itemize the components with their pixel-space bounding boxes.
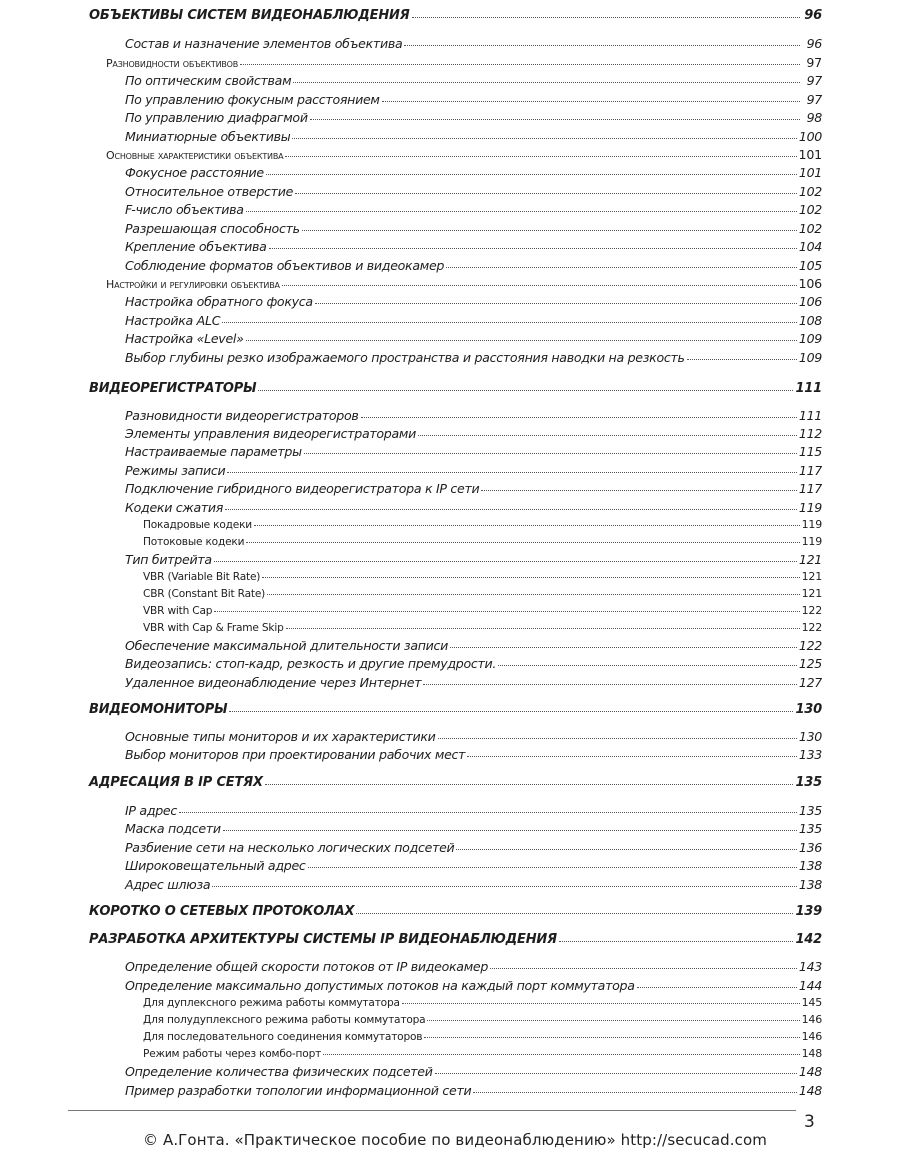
- toc-entry-page: 101: [798, 147, 822, 162]
- toc-entry[interactable]: [125, 978, 822, 993]
- dot-leader: [240, 64, 800, 65]
- dot-leader: [412, 17, 800, 18]
- dot-leader: [227, 472, 796, 473]
- toc-entry-page: 145: [801, 996, 822, 1009]
- toc-entry[interactable]: [89, 8, 822, 23]
- dot-leader: [265, 784, 794, 785]
- toc-entry-page: 122: [801, 604, 822, 617]
- toc-entry[interactable]: [125, 500, 822, 515]
- toc-entry-title: CBR (Constant Bit Rate): [143, 588, 266, 600]
- toc-entry-page: 96: [804, 8, 822, 23]
- dot-leader: [382, 101, 800, 102]
- dot-leader: [308, 867, 797, 868]
- toc-entry[interactable]: [125, 331, 822, 346]
- toc-entry-title: Обеспечение максимальной длительности записи: [125, 638, 449, 653]
- toc-entry-page: 111: [798, 408, 822, 423]
- dot-leader: [286, 628, 800, 629]
- toc-entry-title: Режим работы через комбо-порт: [143, 1048, 322, 1060]
- toc-entry-title: ВИДЕОМОНИТОРЫ: [89, 702, 228, 717]
- toc-entry[interactable]: [125, 444, 822, 459]
- toc-entry-page: 121: [798, 552, 822, 567]
- toc-entry-page: 119: [801, 518, 822, 531]
- toc-entry-page: 130: [798, 729, 822, 744]
- toc-entry-page: 97: [806, 73, 822, 88]
- toc-entry[interactable]: [143, 1047, 822, 1060]
- toc-entry-title: Для дуплексного режима работы коммутатора: [143, 997, 400, 1009]
- dot-leader: [423, 684, 797, 685]
- toc-entry-title: Основные типы мониторов и их характеристики: [125, 729, 436, 744]
- toc-entry-page: 112: [798, 426, 822, 441]
- toc-entry-page: 144: [798, 978, 822, 993]
- toc-entry[interactable]: [125, 202, 822, 217]
- dot-leader: [404, 45, 800, 46]
- dot-leader: [282, 285, 797, 286]
- dot-leader: [223, 830, 797, 831]
- toc-entry-page: 135: [798, 821, 822, 836]
- toc-entry-title: Режимы записи: [125, 463, 226, 478]
- dot-leader: [438, 738, 797, 739]
- toc-entry-page: 135: [795, 775, 822, 790]
- toc-entry-page: 119: [801, 535, 822, 548]
- toc-entry-page: 121: [801, 587, 822, 600]
- toc-entry[interactable]: [125, 481, 822, 496]
- toc-entry-page: 138: [798, 858, 822, 873]
- toc-entry-title: Разновидности объективов: [106, 57, 239, 70]
- dot-leader: [262, 577, 799, 578]
- toc-entry-page: 97: [806, 55, 822, 70]
- dot-leader: [456, 849, 796, 850]
- dot-leader: [225, 509, 797, 510]
- toc-entry-title: ОБЪЕКТИВЫ СИСТЕМ ВИДЕОНАБЛЮДЕНИЯ: [89, 8, 410, 23]
- toc-entry-title: Для последовательного соединения коммутаторов: [143, 1031, 423, 1043]
- dot-leader: [687, 359, 797, 360]
- toc-entry-page: 142: [795, 932, 822, 947]
- toc-entry-title: По оптическим свойствам: [125, 73, 292, 88]
- toc-entry-page: 102: [798, 221, 822, 236]
- toc-entry[interactable]: [125, 1083, 822, 1098]
- dot-leader: [467, 756, 797, 757]
- toc-entry-title: Настройка обратного фокуса: [125, 294, 313, 309]
- toc-entry[interactable]: [125, 656, 822, 671]
- toc-entry[interactable]: [125, 840, 822, 855]
- toc-entry-title: Адрес шлюза: [125, 877, 211, 892]
- toc-entry-page: 135: [798, 803, 822, 818]
- dot-leader: [481, 490, 796, 491]
- toc-entry[interactable]: [89, 775, 822, 790]
- toc-entry-title: VBR with Cap & Frame Skip: [143, 622, 284, 634]
- toc-entry[interactable]: [125, 1064, 822, 1079]
- toc-entry-title: По управлению фокусным расстоянием: [125, 92, 380, 107]
- toc-entry[interactable]: [125, 221, 822, 236]
- dot-leader: [293, 82, 800, 83]
- toc-entry-title: Относительное отверстие: [125, 184, 294, 199]
- dot-leader: [435, 1073, 797, 1074]
- toc-entry-title: Видеозапись: стоп-кадр, резкость и другие премудрости.: [125, 656, 497, 671]
- toc-entry-title: Определение общей скорости потоков от IP видеокамер: [125, 959, 489, 974]
- dot-leader: [304, 453, 797, 454]
- toc-entry-title: Удаленное видеонаблюдение через Интернет: [125, 675, 422, 690]
- toc-entry-page: 96: [806, 36, 822, 51]
- toc-entry-title: Основные характеристики объектива: [106, 149, 284, 162]
- dot-leader: [214, 561, 797, 562]
- toc-entry[interactable]: [106, 147, 822, 162]
- toc-entry[interactable]: [125, 426, 822, 441]
- dot-leader: [285, 156, 796, 157]
- toc-entry-title: Разновидности видеорегистраторов: [125, 408, 359, 423]
- toc-entry-title: Разрешающая способность: [125, 221, 300, 236]
- toc-entry-page: 146: [801, 1030, 822, 1043]
- toc-entry-page: 148: [798, 1083, 822, 1098]
- toc-entry-title: Маска подсети: [125, 821, 221, 836]
- toc-entry-title: Выбор глубины резко изображаемого пространства и расстояния наводки на резкость: [125, 350, 685, 365]
- toc-entry-title: Покадровые кодеки: [143, 519, 252, 531]
- dot-leader: [315, 303, 797, 304]
- toc-entry[interactable]: [125, 959, 822, 974]
- toc-entry-page: 136: [798, 840, 822, 855]
- toc-entry[interactable]: [143, 1030, 822, 1043]
- toc-entry-title: IP адрес: [125, 803, 178, 818]
- dot-leader: [212, 886, 797, 887]
- toc-entry-title: Элементы управления видеорегистраторами: [125, 426, 416, 441]
- toc-entry-title: Настройка «Level»: [125, 331, 244, 346]
- toc-entry-page: 109: [798, 350, 822, 365]
- toc-entry[interactable]: [125, 110, 822, 125]
- toc-entry[interactable]: [89, 381, 822, 396]
- toc-entry[interactable]: [125, 36, 822, 51]
- toc-entry-title: Крепление объектива: [125, 239, 267, 254]
- dot-leader: [295, 193, 797, 194]
- toc-entry[interactable]: [125, 294, 822, 309]
- toc-entry-title: Разбиение сети на несколько логических подсетей: [125, 840, 455, 855]
- toc-entry-title: VBR with Cap: [143, 605, 213, 617]
- toc-entry-page: 119: [798, 500, 822, 515]
- toc-entry[interactable]: [89, 932, 822, 947]
- dot-leader: [266, 174, 797, 175]
- toc-entry[interactable]: [125, 747, 822, 762]
- toc-entry[interactable]: [143, 570, 822, 583]
- toc-entry[interactable]: [106, 55, 822, 70]
- toc-entry-page: 111: [795, 381, 822, 396]
- toc-entry[interactable]: [143, 996, 822, 1009]
- toc-entry-title: Определение максимально допустимых потоков на каждый порт коммутатора: [125, 978, 635, 993]
- toc-entry-title: VBR (Variable Bit Rate): [143, 571, 261, 583]
- toc-entry-title: Кодеки сжатия: [125, 500, 224, 515]
- toc-entry[interactable]: [125, 73, 822, 88]
- toc-entry[interactable]: [143, 1013, 822, 1026]
- toc-entry[interactable]: [125, 92, 822, 107]
- toc-entry[interactable]: [125, 638, 822, 653]
- dot-leader: [498, 665, 797, 666]
- toc-entry-title: Состав и назначение элементов объектива: [125, 36, 403, 51]
- dot-leader: [222, 322, 797, 323]
- toc-entry-page: 105: [798, 258, 822, 273]
- toc-entry-page: 102: [798, 202, 822, 217]
- dot-leader: [418, 435, 797, 436]
- toc-entry-title: Определение количества физических подсетей: [125, 1064, 433, 1079]
- toc-entry-page: 117: [798, 463, 822, 478]
- toc-entry-page: 101: [798, 165, 822, 180]
- toc-entry-page: 106: [798, 276, 822, 291]
- dot-leader: [246, 340, 797, 341]
- page-number: 3: [804, 1112, 815, 1132]
- toc-entry-title: РАЗРАБОТКА АРХИТЕКТУРЫ СИСТЕМЫ IP ВИДЕОНАБЛЮДЕНИЯ: [89, 932, 557, 947]
- toc-entry-page: 115: [798, 444, 822, 459]
- toc-entry[interactable]: [125, 184, 822, 199]
- toc-entry-page: 125: [798, 656, 822, 671]
- footer-credit: © А.Гонта. «Практическое пособие по видеонаблюдению» http://secucad.com: [142, 1131, 767, 1149]
- dot-leader: [254, 525, 800, 526]
- dot-leader: [246, 542, 799, 543]
- toc-entry-page: 106: [798, 294, 822, 309]
- toc-entry-title: Пример разработки топологии информационной сети: [125, 1083, 472, 1098]
- toc-entry-page: 121: [801, 570, 822, 583]
- toc-entry-page: 127: [798, 675, 822, 690]
- toc-entry[interactable]: [125, 313, 822, 328]
- toc-entry-title: Подключение гибридного видеорегистратора к IP сети: [125, 481, 480, 496]
- toc-entry-title: Широковещательный адрес: [125, 858, 306, 873]
- toc-entry[interactable]: [125, 877, 822, 892]
- toc-entry[interactable]: [125, 552, 822, 567]
- dot-leader: [292, 138, 797, 139]
- dot-leader: [323, 1054, 800, 1055]
- dot-leader: [258, 390, 793, 391]
- toc-entry[interactable]: [143, 604, 822, 617]
- toc-entry[interactable]: [125, 350, 822, 365]
- toc-entry-page: 122: [798, 638, 822, 653]
- toc-entry-title: F-число объектива: [125, 202, 244, 217]
- toc-entry[interactable]: [125, 239, 822, 254]
- dot-leader: [267, 594, 800, 595]
- toc-entry-page: 138: [798, 877, 822, 892]
- dot-leader: [361, 417, 797, 418]
- dot-leader: [490, 968, 797, 969]
- toc-entry-page: 148: [798, 1064, 822, 1079]
- toc-entry-title: Потоковые кодеки: [143, 536, 245, 548]
- toc-entry[interactable]: [125, 821, 822, 836]
- dot-leader: [302, 230, 797, 231]
- dot-leader: [446, 267, 797, 268]
- dot-leader: [269, 248, 797, 249]
- toc-entry[interactable]: [89, 702, 822, 717]
- toc-entry-title: АДРЕСАЦИЯ В IP СЕТЯХ: [89, 775, 263, 790]
- dot-leader: [450, 647, 797, 648]
- dot-leader: [356, 913, 793, 914]
- toc-entry-page: 148: [801, 1047, 822, 1060]
- toc-entry[interactable]: [125, 258, 822, 273]
- toc-entry-title: ВИДЕОРЕГИСТРАТОРЫ: [89, 381, 257, 396]
- toc-entry-page: 130: [795, 702, 822, 717]
- toc-entry-page: 102: [798, 184, 822, 199]
- toc-entry[interactable]: [143, 535, 822, 548]
- toc-entry[interactable]: [125, 165, 822, 180]
- toc-entry[interactable]: [125, 858, 822, 873]
- toc-entry-title: Для полудуплексного режима работы коммутатора: [143, 1014, 426, 1026]
- toc-entry-page: 100: [798, 129, 822, 144]
- toc-entry[interactable]: [125, 803, 822, 818]
- dot-leader: [246, 211, 797, 212]
- dot-leader: [427, 1020, 799, 1021]
- toc-entry-title: Соблюдение форматов объективов и видеокамер: [125, 258, 445, 273]
- footer-divider: [68, 1110, 796, 1111]
- toc-entry[interactable]: [125, 729, 822, 744]
- toc-entry-page: 98: [806, 110, 822, 125]
- toc-entry[interactable]: [125, 463, 822, 478]
- toc-entry-page: 109: [798, 331, 822, 346]
- toc-entry-title: КОРОТКО О СЕТЕВЫХ ПРОТОКОЛАХ: [89, 904, 355, 919]
- toc-entry-title: Выбор мониторов при проектировании рабочих мест: [125, 747, 466, 762]
- toc-entry[interactable]: [143, 518, 822, 531]
- toc-entry-title: Настройки и регулировки объектива: [106, 278, 280, 291]
- toc-entry-page: 146: [801, 1013, 822, 1026]
- toc-entry-title: По управлению диафрагмой: [125, 110, 308, 125]
- toc-entry-page: 122: [801, 621, 822, 634]
- dot-leader: [179, 812, 797, 813]
- dot-leader: [402, 1003, 800, 1004]
- toc-entry-page: 139: [795, 904, 822, 919]
- toc-entry-page: 133: [798, 747, 822, 762]
- toc-entry[interactable]: [125, 129, 822, 144]
- dot-leader: [559, 941, 794, 942]
- toc-entry-page: 143: [798, 959, 822, 974]
- toc-entry[interactable]: [143, 621, 822, 634]
- toc-entry-title: Фокусное расстояние: [125, 165, 264, 180]
- toc-entry-title: Миниатюрные объективы: [125, 129, 291, 144]
- dot-leader: [229, 711, 793, 712]
- dot-leader: [637, 987, 797, 988]
- toc-entry-title: Настраиваемые параметры: [125, 444, 302, 459]
- toc-entry-page: 108: [798, 313, 822, 328]
- toc-entry[interactable]: [106, 276, 822, 291]
- toc-entry[interactable]: [89, 904, 822, 919]
- toc-entry[interactable]: [125, 408, 822, 423]
- toc-entry-title: Настройка ALC: [125, 313, 221, 328]
- dot-leader: [310, 119, 800, 120]
- toc-entry-page: 97: [806, 92, 822, 107]
- dot-leader: [214, 611, 799, 612]
- toc-entry-page: 104: [798, 239, 822, 254]
- toc-entry[interactable]: [125, 675, 822, 690]
- toc-entry-page: 117: [798, 481, 822, 496]
- dot-leader: [424, 1037, 799, 1038]
- toc-entry[interactable]: [143, 587, 822, 600]
- toc-entry-title: Тип битрейта: [125, 552, 212, 567]
- dot-leader: [473, 1092, 796, 1093]
